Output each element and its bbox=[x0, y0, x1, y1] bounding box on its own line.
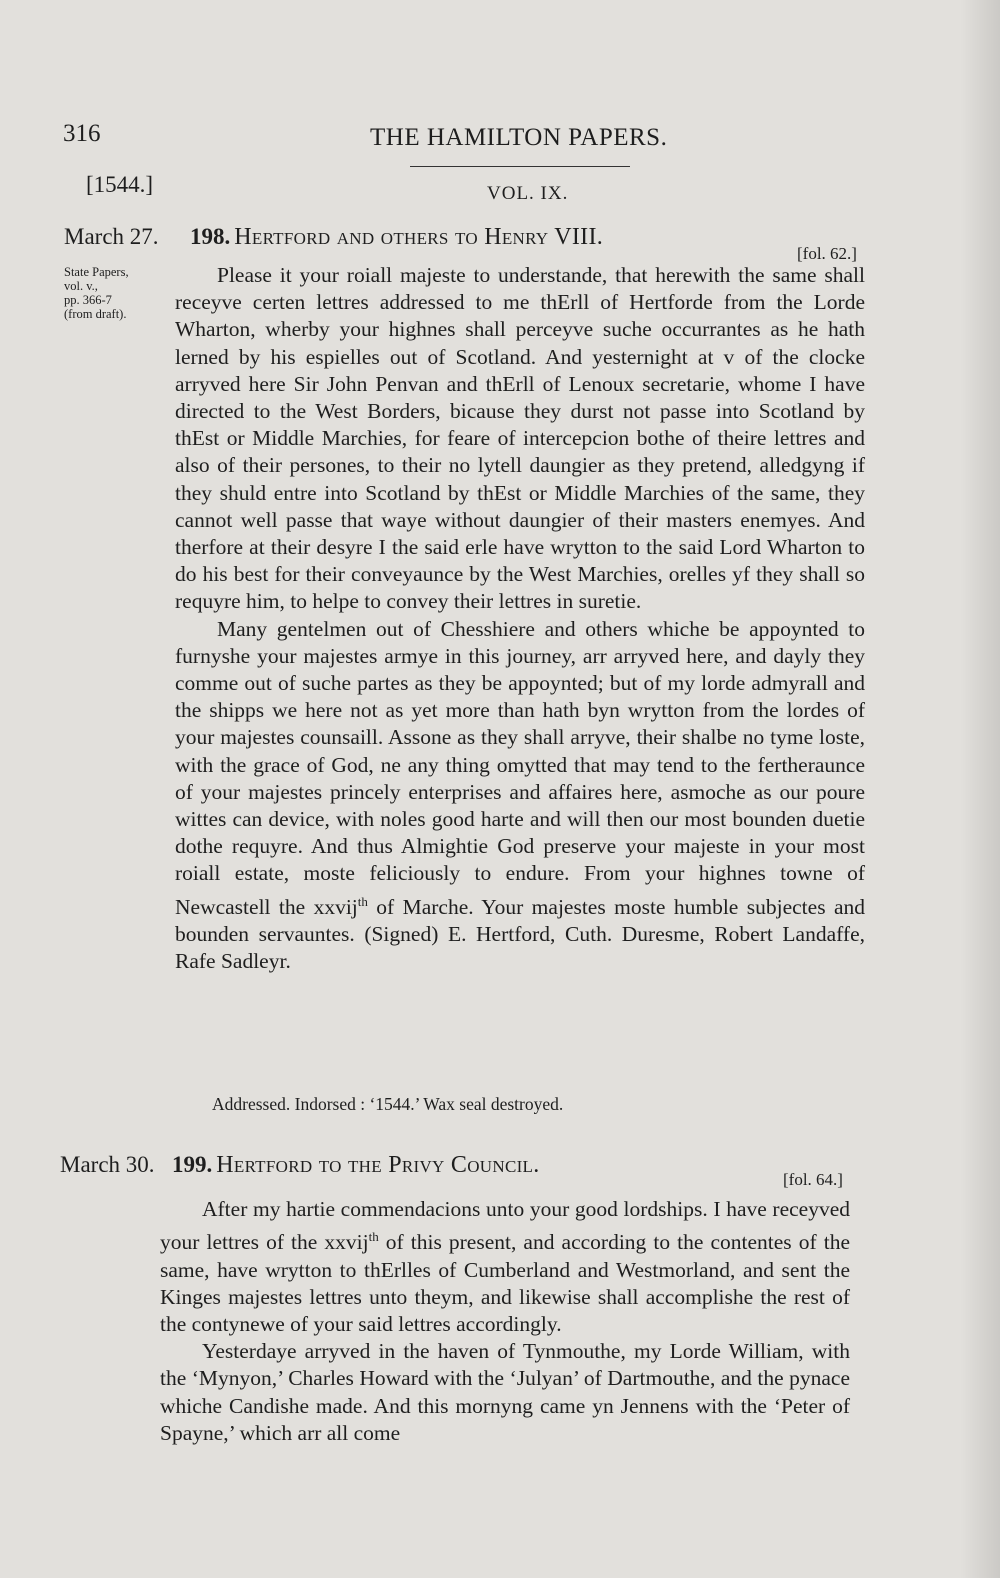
entry-198-addressed-note: Addressed. Indorsed : ‘1544.’ Wax seal destroyed. bbox=[212, 1094, 564, 1114]
entry-199-date: March 30. bbox=[60, 1152, 155, 1177]
entry-199-body bbox=[160, 1196, 850, 1447]
page-gutter-shadow bbox=[960, 0, 1000, 1578]
title-rule bbox=[410, 166, 630, 167]
entry-198-margin-note: State Papers, vol. v., pp. 366-7 (from draft). bbox=[64, 265, 129, 321]
entry-199-heading bbox=[172, 1152, 540, 1179]
entry-199-paragraph-1: After my hartie commendacions unto your good lordships. I have receyved your lettres of the xxvij$^{th}$ of this present, and according to the contentes of the same, have wrytton to thErlles of Cumberland and Westmorland, and sent the Kinges majestes lettres unto theym, and likewise shall accomplishe the rest of the contynewe of your said lettres accordingly. bbox=[160, 1197, 850, 1336]
entry-198-body bbox=[175, 262, 865, 975]
entry-198-paragraph-1: Please it your roiall majeste to understande, that herewith the same shall receyve certen lettres addressed to me thErll of Hertforde from the Lorde Wharton, wherby your highnes shall perceyve suche occurrantes as he hath lerned by his espielles out of Scotland. And yesternight at v of the clocke arryved here Sir John Penvan and thErll of Lenoux secretarie, whome I have directed to the West Borders, bicause they durst not passe into Scotland by thEst or Middle Marchies, for feare of intercepcion bothe of theire lettres and also of their persones, to their no lytell daungier as they pretend, alledgyng if they shuld entre into Scotland by thEst or Middle Marchies of the same, they cannot well passe that waye without daungier of their masters enemyes. And therfore at their desyre I the said erle have wrytton to the said Lord Wharton to do his best for their conveyaunce by the West Marchies, orelles yf they shall so requyre him, to helpe to convey their lettres in suretie. bbox=[175, 263, 865, 614]
entry-198-number: 198. bbox=[190, 224, 231, 249]
entry-198-date: March 27. bbox=[64, 224, 159, 249]
entry-199-paragraph-2: Yesterdaye arryved in the haven of Tynmouthe, my Lorde William, with the ‘Mynyon,’ Charles Howard with the ‘Julyan’ of Dartmouthe, and the pynace whiche Candishe made. And this mornyng came yn Jennens with the ‘Peter of Spayne,’ which arr all come bbox=[160, 1339, 850, 1445]
year-marker: [1544.] bbox=[86, 172, 154, 197]
entry-198-paragraph-2: Many gentelmen out of Chesshiere and others whiche be appoynted to furnyshe your majestes armye in this journey, arr arryved here, and dayly they comme out of suche partes as they be appoynted; but of my lorde admyrall and the shipps we here not as yet more than hath byn wrytton from the lordes of your majestes counsaill. Assone as they shall arryve, their shalbe no tyme loste, with the grace of God, ne any thing omytted that may tend to the fertheraunce of your majestes princely enterprises and affaires here, asmoche as our poure wittes can device, with noles good harte and will then our most bounden duetie dothe requyre. And thus Almightie God preserve your majeste in your most roiall estate, moste feliciously to endure. From your highnes towne of Newcastell the xxvij$^{th}$ of Marche. Your majestes moste humble subjectes and bounden servauntes. (Signed) E. Hertford, Cuth. Duresme, Robert Landaffe, Rafe Sadleyr. bbox=[175, 616, 865, 974]
entry-199-title: Hertford to the Privy Council. bbox=[216, 1152, 540, 1178]
entry-198-title: Hertford and others to Henry VIII. bbox=[234, 224, 604, 250]
volume-label: VOL. IX. bbox=[487, 183, 569, 204]
entry-198-folio: [fol. 62.] bbox=[797, 244, 857, 263]
running-title: THE HAMILTON PAPERS. bbox=[370, 124, 668, 151]
page-number: 316 bbox=[63, 120, 101, 147]
entry-198-heading bbox=[190, 224, 603, 251]
entry-199-number: 199. bbox=[172, 1152, 213, 1177]
entry-199-folio: [fol. 64.] bbox=[783, 1170, 843, 1189]
